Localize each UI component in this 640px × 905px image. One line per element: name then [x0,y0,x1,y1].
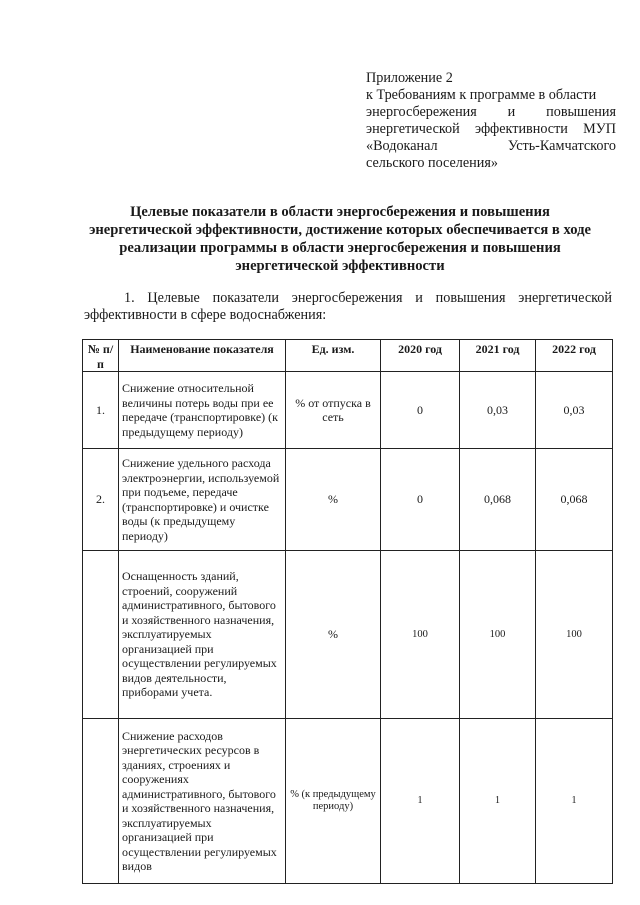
cell-2022: 1 [536,719,613,884]
table-row [83,719,613,884]
cell-2020: 0 [381,372,460,449]
document-title: Целевые показатели в области энергосбережения и повышения энергетической эффективности, достижение которых обеспечивается в ходе реализации программы в области энергосбережения и повышения энергетической эффективности [89,204,591,274]
appendix-line-2: к Требованиям к программе в области [366,87,597,103]
cell-2021: 0,068 [460,449,536,551]
table-header-row [83,340,613,372]
appendix-line-3: энергосбережения и повышения [366,104,616,120]
cell-2020: 0 [381,449,460,551]
appendix-line-1: Приложение 2 [366,70,453,86]
cell-2022: 0,03 [536,372,613,449]
appendix-line-4: энергетической эффективности МУП [366,121,616,137]
cell-2022: 100 [536,551,613,719]
intro-paragraph: 1. Целевые показатели энергосбережения и повышения энергетической эффективности в сфере водоснабжения: [84,290,612,323]
header-num: № п/п [83,340,119,372]
header-2022: 2022 год [536,340,613,372]
cell-2020: 100 [381,551,460,719]
appendix-header [366,70,616,172]
cell-2021: 0,03 [460,372,536,449]
table-row [83,372,613,449]
cell-num: 1. [83,372,119,449]
cell-2021: 100 [460,551,536,719]
header-2021: 2021 год [460,340,536,372]
header-unit: Ед. изм. [286,340,381,372]
cell-name: Снижение относительной величины потерь воды при ее передаче (транспортировке) (к предыдущему периоду) [119,372,286,449]
cell-2020: 1 [381,719,460,884]
appendix-line-5: «Водоканал Усть-Камчатского [366,138,616,154]
cell-name: Снижение расходов энергетических ресурсов в зданиях, строениях и сооружениях административного, бытового и хозяйственного назначения, эксплуатируемых организацией при осуществлении регулируемых видов [119,719,286,884]
table-row [83,551,613,719]
table-row [83,449,613,551]
appendix-line-6: сельского поселения» [366,155,498,171]
cell-unit: % [286,551,381,719]
cell-num [83,551,119,719]
header-name: Наименование показателя [119,340,286,372]
cell-name: Оснащенность зданий, строений, сооружений административного, бытового и хозяйственного назначения, эксплуатируемых организацией при осуществлении регулируемых видов деятельности, приборами учета. [119,551,286,719]
cell-name: Снижение удельного расхода электроэнергии, используемой при подъеме, передаче (транспортировке) и очистке воды (к предыдущему периоду) [119,449,286,551]
header-2020: 2020 год [381,340,460,372]
cell-num: 2. [83,449,119,551]
cell-num [83,719,119,884]
cell-2021: 1 [460,719,536,884]
indicators-table [82,339,613,884]
cell-unit: % (к предыдущему периоду) [286,719,381,884]
cell-2022: 0,068 [536,449,613,551]
cell-unit: % [286,449,381,551]
cell-unit: % от отпуска в сеть [286,372,381,449]
